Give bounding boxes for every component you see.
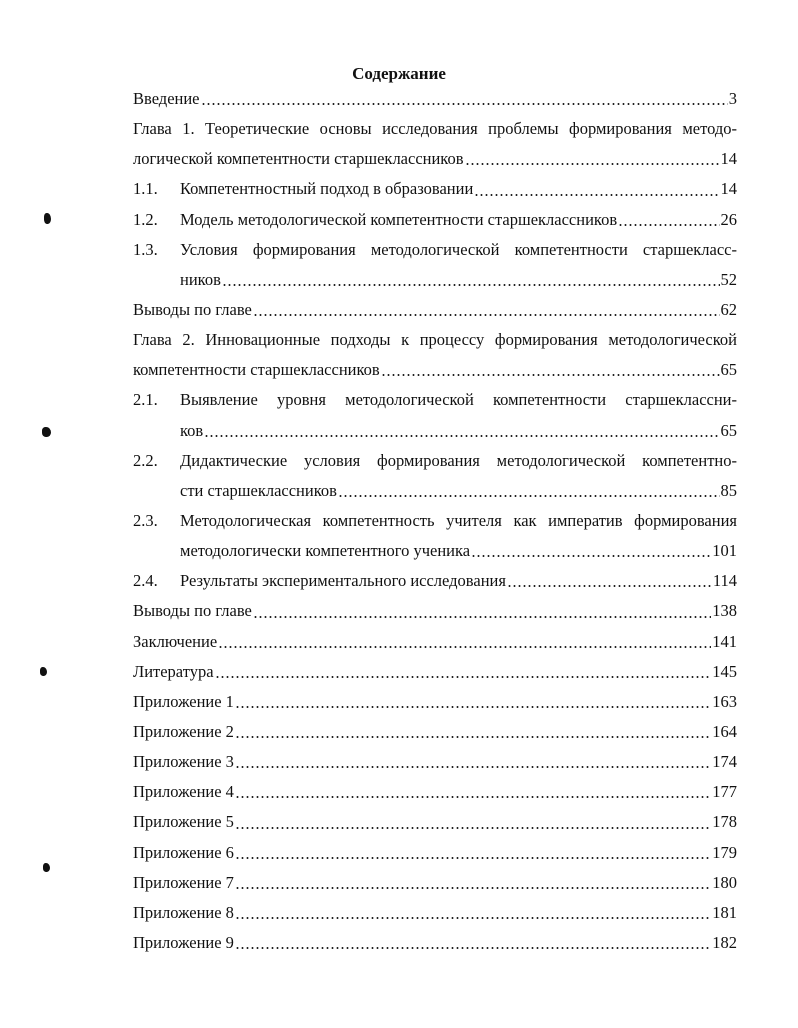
entry-label: Модель методологической компетентности старшеклассников bbox=[180, 209, 618, 229]
table-of-contents bbox=[133, 84, 737, 958]
entry-label: ников bbox=[180, 269, 221, 289]
page-number: 114 bbox=[712, 571, 737, 591]
page-number: 85 bbox=[720, 480, 737, 500]
toc-entry bbox=[133, 84, 737, 114]
page-number: 14 bbox=[720, 179, 737, 199]
toc-entry-line bbox=[133, 446, 737, 476]
dot-leader bbox=[235, 766, 711, 768]
toc-entry bbox=[133, 687, 737, 717]
dot-leader bbox=[235, 887, 711, 889]
dot-leader bbox=[218, 646, 711, 648]
toc-entry bbox=[133, 295, 737, 325]
toc-entry bbox=[133, 355, 737, 385]
section-number: 2.4. bbox=[133, 571, 158, 591]
entry-label: Приложение 4 bbox=[133, 782, 234, 802]
dot-leader bbox=[474, 194, 719, 196]
page-number: 180 bbox=[712, 872, 737, 892]
entry-label: методологически компетентного ученика bbox=[180, 541, 471, 561]
page-number: 164 bbox=[712, 721, 737, 741]
dot-leader bbox=[618, 224, 719, 226]
page-number: 65 bbox=[720, 420, 737, 440]
entry-label: Приложение 9 bbox=[133, 932, 234, 952]
page-number: 181 bbox=[712, 902, 737, 922]
dot-leader bbox=[471, 555, 711, 557]
toc-entry bbox=[133, 777, 737, 807]
dot-leader bbox=[253, 616, 711, 618]
dot-leader bbox=[235, 917, 711, 919]
toc-entry bbox=[133, 868, 737, 898]
entry-label: сти старшеклассников bbox=[180, 480, 337, 500]
toc-entry bbox=[133, 416, 737, 446]
entry-label: Заключение bbox=[133, 631, 218, 651]
toc-entry bbox=[133, 928, 737, 958]
entry-label: ков bbox=[180, 420, 204, 440]
toc-entry-line bbox=[133, 325, 737, 355]
toc-entry-line bbox=[133, 385, 737, 415]
page-number: 65 bbox=[720, 360, 737, 380]
dot-leader bbox=[215, 676, 712, 678]
dot-leader bbox=[235, 796, 711, 798]
toc-entry bbox=[133, 536, 737, 566]
page-number: 178 bbox=[712, 812, 737, 832]
section-number: 2.1. bbox=[133, 390, 158, 410]
page-number: 3 bbox=[728, 89, 737, 108]
dot-leader bbox=[235, 736, 711, 738]
entry-label: Приложение 2 bbox=[133, 721, 234, 741]
dot-leader bbox=[235, 706, 711, 708]
dot-leader bbox=[235, 857, 711, 859]
scan-artifact bbox=[44, 213, 51, 224]
toc-entry bbox=[133, 265, 737, 295]
section-number: 1.3. bbox=[133, 239, 158, 259]
dot-leader bbox=[222, 284, 720, 286]
entry-label: Выводы по главе bbox=[133, 601, 252, 621]
entry-label: Литература bbox=[133, 661, 214, 681]
dot-leader bbox=[381, 374, 720, 376]
entry-label: Введение bbox=[133, 89, 200, 108]
dot-leader bbox=[235, 827, 711, 829]
page-number: 62 bbox=[720, 299, 737, 319]
page-number: 52 bbox=[720, 269, 737, 289]
dot-leader bbox=[204, 435, 719, 437]
entry-label-line: Дидактические условия формирования методологической компетентно- bbox=[180, 450, 737, 470]
entry-label-line: Глава 1. Теоретические основы исследования проблемы формирования методо- bbox=[133, 119, 737, 139]
entry-label: компетентности старшеклассников bbox=[133, 360, 380, 380]
toc-entry bbox=[133, 205, 737, 235]
toc-entry bbox=[133, 657, 737, 687]
section-number: 1.1. bbox=[133, 179, 158, 199]
dot-leader bbox=[235, 947, 711, 949]
scan-artifact bbox=[43, 863, 50, 872]
entry-label: Приложение 1 bbox=[133, 691, 234, 711]
section-number: 1.2. bbox=[133, 209, 158, 229]
page-number: 163 bbox=[712, 691, 737, 711]
page-number: 182 bbox=[712, 932, 737, 952]
page-number: 26 bbox=[720, 209, 737, 229]
section-number: 2.2. bbox=[133, 450, 158, 470]
entry-label: Результаты экспериментального исследования bbox=[180, 571, 506, 591]
page-title: Содержание bbox=[352, 64, 446, 83]
dot-leader bbox=[253, 314, 720, 316]
entry-label: Приложение 6 bbox=[133, 842, 234, 862]
toc-entry bbox=[133, 747, 737, 777]
dot-leader bbox=[338, 495, 720, 497]
toc-entry bbox=[133, 807, 737, 837]
toc-entry-line bbox=[133, 506, 737, 536]
entry-label-line: Методологическая компетентность учителя как императив формирования bbox=[180, 510, 737, 530]
scan-artifact bbox=[40, 667, 47, 676]
dot-leader bbox=[201, 103, 728, 105]
entry-label-line: Глава 2. Инновационные подходы к процессу формирования методологической bbox=[133, 330, 737, 350]
toc-entry bbox=[133, 838, 737, 868]
toc-entry bbox=[133, 174, 737, 204]
entry-label: Компетентностный подход в образовании bbox=[180, 179, 474, 199]
dot-leader bbox=[465, 163, 720, 165]
toc-entry bbox=[133, 596, 737, 626]
page-number: 174 bbox=[712, 752, 737, 772]
entry-label: Приложение 7 bbox=[133, 872, 234, 892]
dot-leader bbox=[507, 585, 712, 587]
page-number: 101 bbox=[712, 541, 737, 561]
entry-label: логической компетентности старшеклассников bbox=[133, 149, 464, 169]
entry-label-line: Выявление уровня методологической компетентности старшеклассни- bbox=[180, 390, 737, 410]
entry-label: Приложение 5 bbox=[133, 812, 234, 832]
toc-entry bbox=[133, 566, 737, 596]
page-number: 177 bbox=[712, 782, 737, 802]
toc-entry-line bbox=[133, 235, 737, 265]
entry-label-line: Условия формирования методологической компетентности старшекласс- bbox=[180, 239, 737, 259]
page-number: 14 bbox=[720, 149, 737, 169]
section-number: 2.3. bbox=[133, 510, 158, 530]
toc-entry bbox=[133, 717, 737, 747]
page-number: 138 bbox=[712, 601, 737, 621]
page-number: 145 bbox=[712, 661, 737, 681]
entry-label: Выводы по главе bbox=[133, 299, 252, 319]
page-number: 141 bbox=[712, 631, 737, 651]
entry-label: Приложение 8 bbox=[133, 902, 234, 922]
toc-entry bbox=[133, 476, 737, 506]
entry-label: Приложение 3 bbox=[133, 752, 234, 772]
toc-entry bbox=[133, 627, 737, 657]
page-number: 179 bbox=[712, 842, 737, 862]
toc-entry-line bbox=[133, 114, 737, 144]
toc-entry bbox=[133, 898, 737, 928]
scan-artifact bbox=[42, 427, 51, 437]
toc-entry bbox=[133, 144, 737, 174]
